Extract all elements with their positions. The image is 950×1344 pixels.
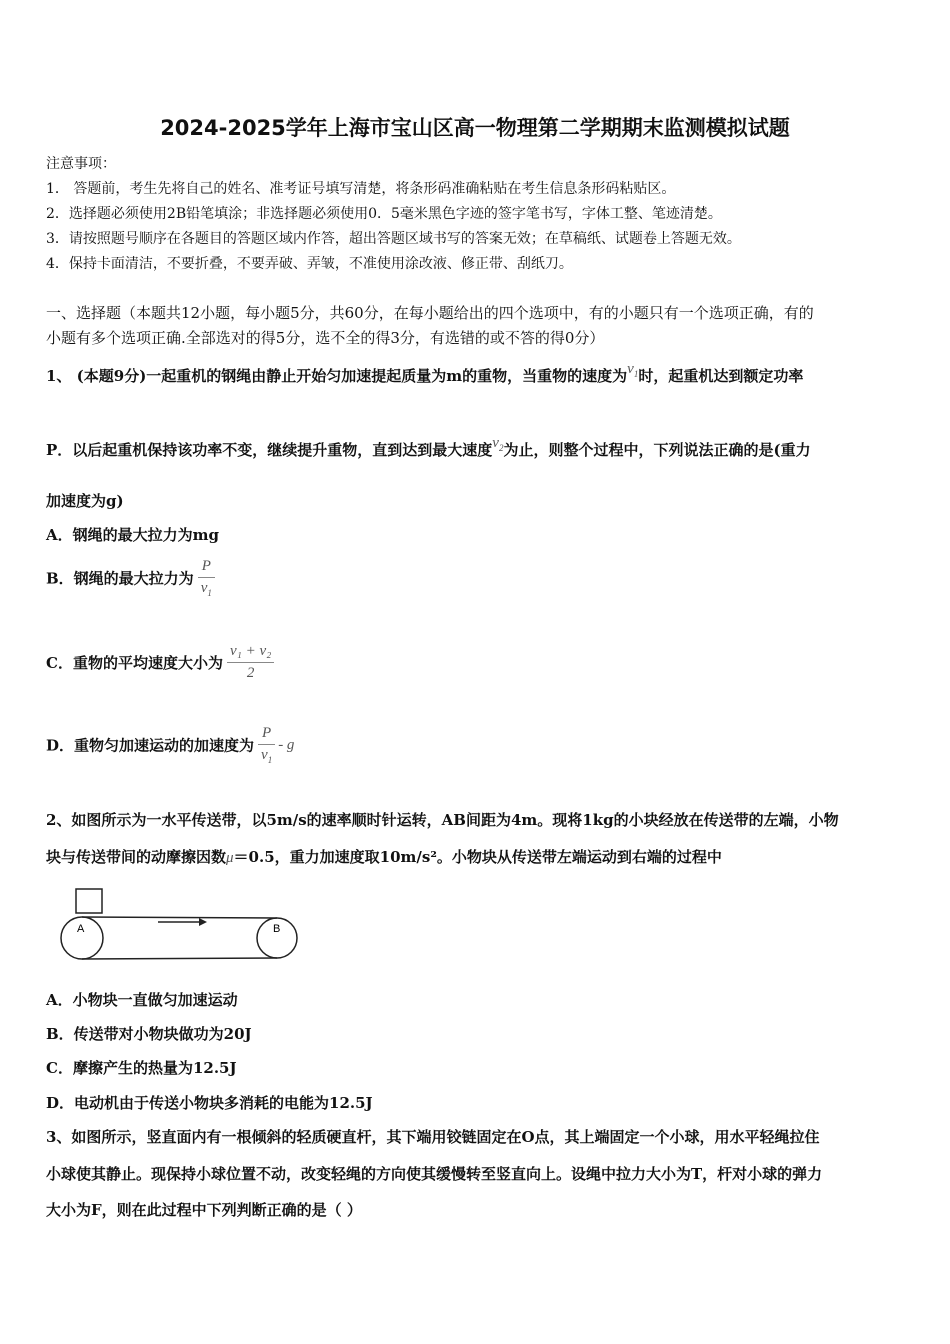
page-title: 2024-2025学年上海市宝山区高一物理第二学期期末监测模拟试题 [160,116,790,140]
notice-item: 1． 答题前，考生先将自己的姓名、准考证号填写清楚，将条形码准确粘贴在考生信息条形码粘贴区。 [46,181,676,197]
q1-option-b: B．钢绳的最大拉力为 $\frac{P}{v_1}$ [46,558,215,598]
pulley-a-label: A [77,923,85,935]
q3-stem-line2: 小球使其静止。现保持小球位置不动，改变轻绳的方向使其缓慢转至竖直向上。设绳中拉力大小为T，杆对小球的弹力 [46,1165,823,1183]
notice-item: 3．请按照题号顺序在各题目的答题区域内作答，超出答题区域书写的答案无效；在草稿纸、试题卷上答题无效。 [46,231,741,247]
q1-option-d: D．重物匀加速运动的加速度为 $\frac{P}{v_1}$ - g [46,725,295,765]
pulley-b-label: B [273,923,281,935]
q1-option-c: C．重物的平均速度大小为 $\frac{\text{v₁ + v₂}}{2}$ [46,643,274,682]
block-square [76,889,102,913]
section-instructions-line: 一、选择题（本题共12小题，每小题5分，共60分，在每小题给出的四个选项中，有的小题只有一个选项正确，有的 [46,304,814,322]
q2-option-c: C．摩擦产生的热量为12.5J [46,1059,237,1077]
q2-mu-symbol: μ [226,850,234,866]
q2-option-a: A．小物块一直做匀加速运动 [46,991,238,1009]
q1-option-b-fraction: $\frac{P}{v_1}$ [198,558,215,598]
belt-bottom [82,958,277,959]
q1-option-d-fraction: $\frac{P}{v_1}$ [258,725,275,765]
q3-stem-line3: 大小为F，则在此过程中下列判断正确的是（ ） [46,1201,362,1219]
belt-top [82,917,277,918]
q2-stem-line1: 2、如图所示为一水平传送带，以5m/s的速率顺时针运转，AB间距为4m。现将1kg的小块经放在传送带的左端，小物 [46,811,839,829]
q1-text: P．以后起重机保持该功率不变，继续提升重物，直到达到最大速度 [46,441,493,459]
q2-stem-line2: 块与传送带间的动摩擦因数μ＝0.5，重力加速度取10m/s²。小物块从传送带左端运动到右端的过程中 [46,848,722,866]
q2-option-d: D．电动机由于传送小物块多消耗的电能为12.5J [46,1094,373,1112]
notice-heading: 注意事项： [46,156,116,172]
q1-option-c-fraction: $\frac{\text{v₁ + v₂}}{2}$ [227,643,274,682]
q1-stem-line3: 加速度为g) [46,492,124,510]
q1-text: 时，起重机达到额定功率 [638,367,804,385]
q1-stem-line2 [46,435,811,461]
notice-item: 2．选择题必须使用2B铅笔填涂；非选择题必须使用0．5毫米黑色字迹的签字笔书写，字体工整、笔迹清楚。 [46,206,722,222]
q1-text: 1、 (本题9分)一起重机的钢绳由静止开始匀加速提起质量为m的重物，当重物的速度为 [46,367,628,385]
q1-v1: $v_1$ [627,361,639,379]
q1-text: 为止，则整个过程中，下列说法正确的是(重力 [503,441,811,459]
arrow-head [199,918,207,926]
q2-option-b: B．传送带对小物块做功为20J [46,1025,252,1043]
q1-stem-line1 [46,361,804,387]
q3-stem-line1: 3、如图所示，竖直面内有一根倾斜的轻质硬直杆，其下端用铰链固定在O点，其上端固定一个小球，用水平轻绳拉住 [46,1128,820,1146]
notice-item: 4．保持卡面清洁，不要折叠，不要弄破、弄皱，不准使用涂改液、修正带、刮纸刀。 [46,256,573,272]
section-instructions-line: 小题有多个选项正确.全部选对的得5分，选不全的得3分，有选错的或不答的得0分） [46,329,605,347]
conveyor-belt-figure [55,885,305,965]
q1-option-a: A．钢绳的最大拉力为mg [46,526,219,544]
q1-v2: $v_2$ [492,435,504,453]
